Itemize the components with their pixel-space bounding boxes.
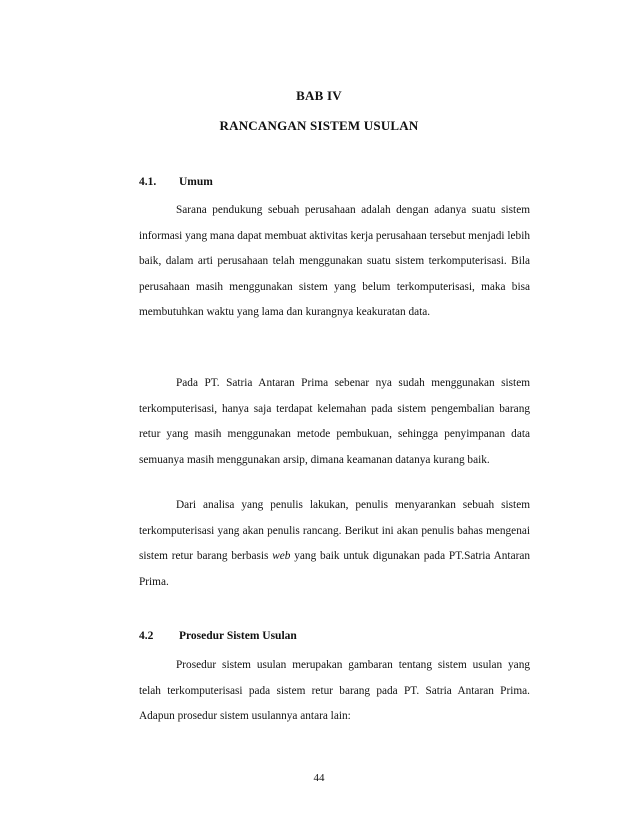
paragraph <box>139 493 530 595</box>
page-number: 44 <box>313 772 325 784</box>
section-title: Prosedur Sistem Usulan <box>179 630 297 642</box>
section-heading-4-1 <box>139 176 213 188</box>
section-heading-4-2 <box>139 630 297 642</box>
section-number: 4.2 <box>139 630 154 642</box>
section-number: 4.1. <box>139 176 157 188</box>
chapter-label: BAB IV <box>296 88 342 103</box>
paragraph: Sarana pendukung sebuah perusahaan adalah dengan adanya suatu sistem informasi yang mana dapat membuat aktivitas kerja perusahaan tersebut menjadi lebih baik, dalam arti perusahaan telah menggunakan suatu sistem terkomputerisasi. Bila perusahaan masih menggunakan sistem yang belum terkomputerisasi, maka bisa membutuhkan waktu yang lama dan kurangnya keakuratan data. <box>139 204 530 318</box>
section-title: Umum <box>179 176 213 188</box>
chapter-title: RANCANGAN SISTEM USULAN <box>219 118 419 133</box>
emphasis-web: web <box>272 550 291 562</box>
paragraph: Pada PT. Satria Antaran Prima sebenar nya sudah menggunakan sistem terkomputerisasi, hanya saja terdapat kelemahan pada sistem pengembalian barang retur yang masih menggunakan metode pembukuan, sehingga penyimpanan data semuanya masih menggunakan arsip, dimana keamanan datanya kurang baik. <box>139 377 530 466</box>
paragraph: Prosedur sistem usulan merupakan gambaran tentang sistem usulan yang telah terkomputerisasi pada sistem retur barang pada PT. Satria Antaran Prima. Adapun prosedur sistem usulannya antara lain: <box>139 659 530 722</box>
paragraph-text: Dari analisa yang penulis lakukan, penulis menyarankan sebuah sistem terkomputerisasi yang akan penulis rancang. Berikut ini akan penulis bahas mengenai sistem retur barang berbasis <box>139 499 530 562</box>
paragraph-text: yang baik untuk digunakan pada PT.Satria Antaran Prima. <box>139 550 531 588</box>
